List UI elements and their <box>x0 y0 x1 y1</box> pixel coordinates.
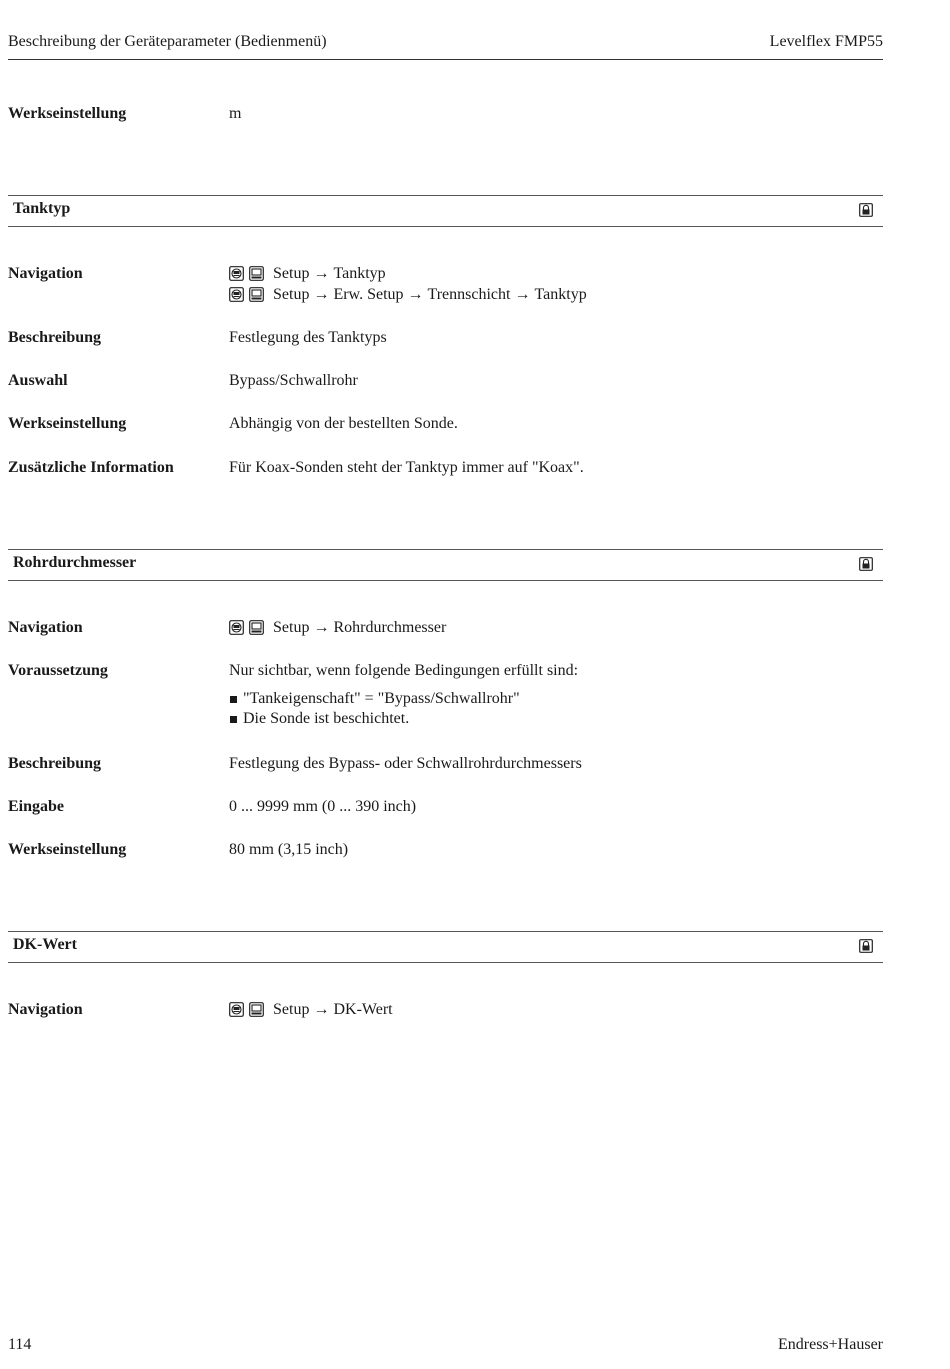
precondition-text: Nur sichtbar, wenn folgende Bedingungen erfüllt sind: <box>229 662 579 679</box>
top-default-value: m <box>229 105 242 122</box>
navigation-label: Navigation <box>8 265 83 282</box>
section-header-rohrdurchmesser <box>8 549 883 581</box>
description-value: Festlegung des Tanktyps <box>229 329 387 346</box>
nav-step: Tanktyp <box>534 286 587 303</box>
display-icon <box>229 266 244 281</box>
arrow-right-icon: → <box>313 1001 330 1018</box>
header-title: Beschreibung der Geräteparameter (Bedienmenü) <box>8 33 327 50</box>
nav-step: Setup <box>273 286 310 303</box>
nav-step: Erw. Setup <box>333 286 404 303</box>
operating-tool-icon <box>249 1002 264 1017</box>
operating-tool-icon <box>249 620 264 635</box>
nav-step: Setup <box>273 619 310 636</box>
section-header-tanktyp <box>8 195 883 227</box>
nav-step: Rohrdurchmesser <box>333 619 447 636</box>
navigation-label: Navigation <box>8 619 83 636</box>
default-value: 80 mm (3,15 inch) <box>229 841 349 858</box>
description-label: Beschreibung <box>8 755 102 772</box>
page-header <box>8 33 883 60</box>
display-icon <box>229 287 244 302</box>
nav-path <box>229 263 879 284</box>
nav-path <box>229 999 879 1020</box>
input-label: Eingabe <box>8 798 65 815</box>
selection-label: Auswahl <box>8 372 68 389</box>
nav-step: Setup <box>273 1001 310 1018</box>
section-header-dk-wert <box>8 931 883 963</box>
nav-path <box>229 284 879 305</box>
page-number: 114 <box>8 1336 32 1353</box>
operating-tool-icon <box>249 266 264 281</box>
description-label: Beschreibung <box>8 329 102 346</box>
arrow-right-icon: → <box>313 286 330 303</box>
list-item: "Tankeigenschaft" = "Bypass/Schwallrohr" <box>229 689 879 709</box>
precondition-list <box>229 689 879 729</box>
precondition-label: Voraussetzung <box>8 662 108 679</box>
arrow-right-icon: → <box>514 286 531 303</box>
section-title-rohrdurchmesser: Rohrdurchmesser <box>13 554 137 571</box>
operating-tool-icon <box>249 287 264 302</box>
nav-step: Tanktyp <box>333 265 386 282</box>
brand-name: Endress+Hauser <box>778 1336 883 1353</box>
lock-icon <box>859 557 873 571</box>
arrow-right-icon: → <box>313 619 330 636</box>
display-icon <box>229 620 244 635</box>
description-value: Festlegung des Bypass- oder Schwallrohrdurchmessers <box>229 755 582 772</box>
lock-icon <box>859 939 873 953</box>
info-label: Zusätzliche Information <box>8 459 174 476</box>
section-title-dk-wert: DK-Wert <box>13 936 77 953</box>
default-label: Werkseinstellung <box>8 841 127 858</box>
section-title-tanktyp: Tanktyp <box>13 200 71 217</box>
header-product: Levelflex FMP55 <box>769 33 883 50</box>
display-icon <box>229 1002 244 1017</box>
default-label: Werkseinstellung <box>8 415 127 432</box>
page-footer <box>8 1336 883 1358</box>
navigation-label: Navigation <box>8 1001 83 1018</box>
arrow-right-icon: → <box>313 265 330 282</box>
default-value: Abhängig von der bestellten Sonde. <box>229 415 458 432</box>
top-default-label: Werkseinstellung <box>8 105 127 122</box>
nav-path <box>229 617 879 638</box>
nav-step: DK-Wert <box>333 1001 393 1018</box>
lock-icon <box>859 203 873 217</box>
nav-step: Trennschicht <box>427 286 511 303</box>
list-item: Die Sonde ist beschichtet. <box>229 709 879 729</box>
selection-value: Bypass/Schwallrohr <box>229 372 358 389</box>
nav-step: Setup <box>273 265 310 282</box>
input-value: 0 ... 9999 mm (0 ... 390 inch) <box>229 798 417 815</box>
arrow-right-icon: → <box>407 286 424 303</box>
info-value: Für Koax-Sonden steht der Tanktyp immer auf "Koax". <box>229 459 584 476</box>
